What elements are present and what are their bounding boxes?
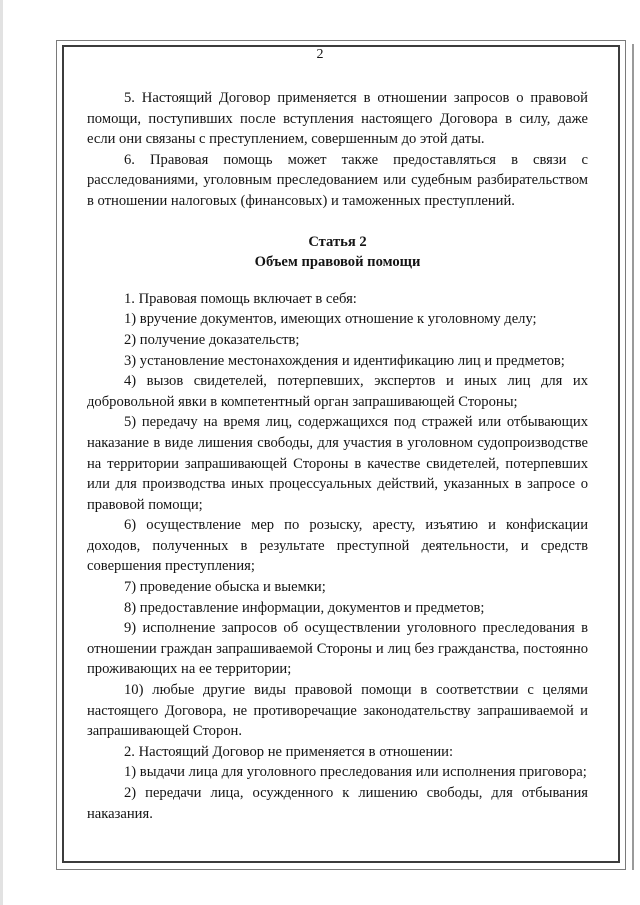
page-frame-edge [632, 44, 634, 870]
clause-2: 2. Настоящий Договор не применяется в отношении: [124, 743, 454, 760]
article-title: Объем правовой помощи [254, 254, 421, 271]
clause-1-item-5: 5) передачу на время лиц, содержащихся под стражей или отбывающих наказание в виде лишения свободы, для участия в уголовном судопроизводстве на территории запрашивающей Стороны в качестве свидетелей, потерпевших или для производства иных процессуальных действий, указанных в запросе о правовой помощи; [87, 414, 588, 513]
paragraph-6: 6. Правовая помощь может также предоставляться в связи с расследованиями, уголовным преследованием или судебным разбирательством в отношении налоговых (финансовых) и таможенных преступлений. [87, 151, 588, 209]
clause-1-item-7: 7) проведение обыска и выемки; [124, 579, 326, 596]
clause-1-item-3: 3) установление местонахождения и идентификацию лиц и предметов; [124, 352, 565, 369]
clause-1: 1. Правовая помощь включает в себя: [124, 290, 357, 307]
clause-2-item-1: 1) выдачи лица для уголовного преследования или исполнения приговора; [124, 764, 587, 781]
paragraph-5: 5. Настоящий Договор применяется в отношении запросов о правовой помощи, поступивших после вступления настоящего Договора в силу, даже если они связаны с преступлением, совершенным до этой даты. [87, 90, 588, 148]
clause-1-item-9: 9) исполнение запросов об осуществлении уголовного преследования в отношении граждан запрашиваемой Стороны и лиц без гражданства, постоянно проживающих на ее территории; [87, 620, 588, 678]
clause-1-item-4: 4) вызов свидетелей, потерпевших, экспертов и иных лиц для их добровольной явки в компетентный орган запрашивающей Стороны; [87, 373, 588, 410]
clause-1-item-2: 2) получение доказательств; [124, 331, 300, 348]
scan-edge [0, 0, 3, 905]
clause-1-item-10: 10) любые другие виды правовой помощи в соответствии с целями настоящего Договора, не противоречащие законодательству запрашиваемой и запрашивающей Сторон. [87, 682, 588, 740]
clause-1-item-6: 6) осуществление мер по розыску, аресту, изъятию и конфискации доходов, полученных в результате преступной деятельности, и средств совершения преступления; [87, 517, 588, 575]
clause-2-item-2: 2) передачи лица, осужденного к лишению свободы, для отбывания наказания. [87, 785, 588, 822]
clause-1-item-1: 1) вручение документов, имеющих отношение к уголовному делу; [124, 311, 537, 328]
clause-1-item-8: 8) предоставление информации, документов и предметов; [124, 599, 485, 616]
article-number: Статья 2 [308, 233, 367, 250]
document-body [87, 88, 588, 824]
page-number: 2 [316, 47, 324, 62]
